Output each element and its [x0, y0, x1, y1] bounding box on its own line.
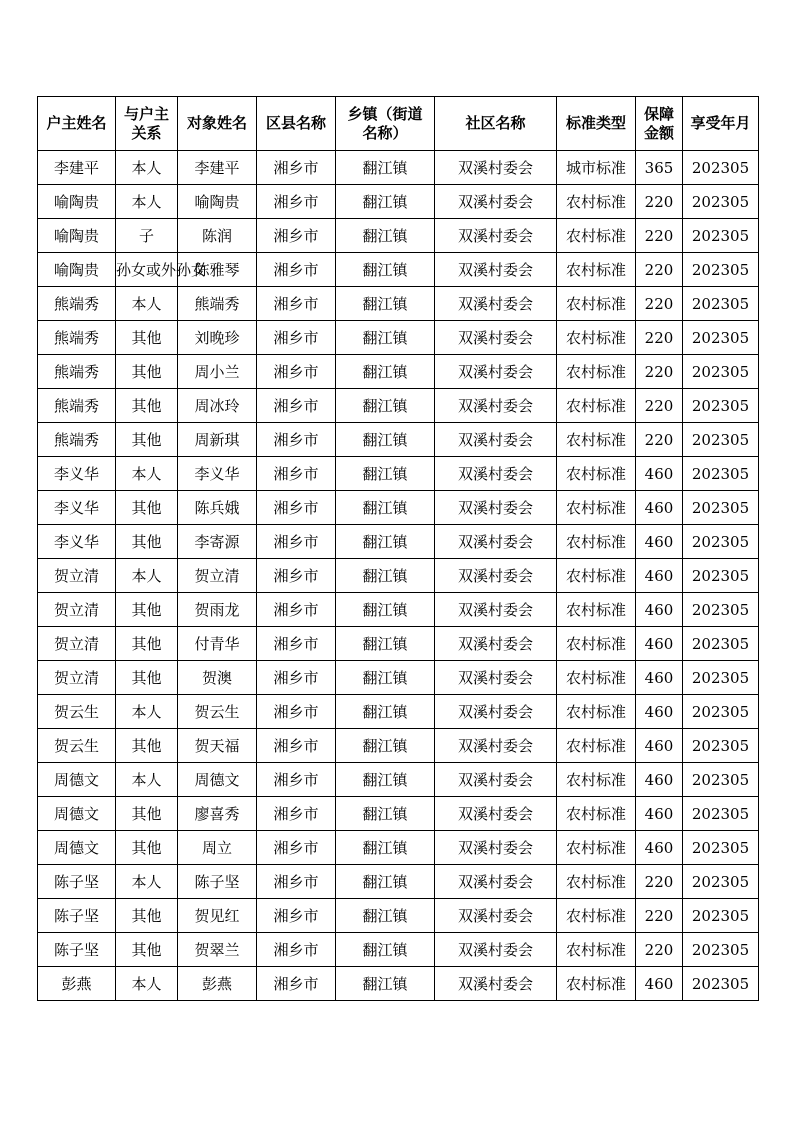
householder-name-cell: 熊端秀 [38, 389, 116, 423]
standard-type-cell: 农村标准 [557, 253, 636, 287]
householder-name-cell: 喻陶贵 [38, 185, 116, 219]
county-cell: 湘乡市 [257, 797, 336, 831]
community-cell: 双溪村委会 [435, 559, 557, 593]
community-cell: 双溪村委会 [435, 185, 557, 219]
period-cell: 202305 [683, 253, 759, 287]
amount-cell: 460 [636, 763, 683, 797]
county-cell: 湘乡市 [257, 865, 336, 899]
standard-type-cell: 农村标准 [557, 593, 636, 627]
township-cell: 翻江镇 [336, 423, 435, 457]
table-row [38, 865, 759, 899]
table-row [38, 933, 759, 967]
member-name-cell: 贺翠兰 [178, 933, 257, 967]
township-cell: 翻江镇 [336, 865, 435, 899]
standard-type-cell: 农村标准 [557, 457, 636, 491]
table-row [38, 627, 759, 661]
householder-name-cell: 贺云生 [38, 729, 116, 763]
table-row [38, 899, 759, 933]
period-cell: 202305 [683, 797, 759, 831]
period-cell: 202305 [683, 491, 759, 525]
member-name-cell: 周新琪 [178, 423, 257, 457]
header-community [435, 97, 557, 151]
header-text: 享受年月 [690, 114, 751, 132]
member-name-cell: 贺云生 [178, 695, 257, 729]
township-cell: 翻江镇 [336, 593, 435, 627]
relation-cell: 本人 [116, 695, 178, 729]
relation-cell: 孙女或外孙女 [116, 253, 178, 287]
standard-type-cell: 城市标准 [557, 151, 636, 185]
period-cell: 202305 [683, 967, 759, 1001]
relation-cell: 其他 [116, 661, 178, 695]
member-name-cell: 刘晚珍 [178, 321, 257, 355]
relation-cell: 本人 [116, 457, 178, 491]
period-cell: 202305 [683, 763, 759, 797]
county-cell: 湘乡市 [257, 559, 336, 593]
member-name-cell: 李建平 [178, 151, 257, 185]
relation-cell: 其他 [116, 525, 178, 559]
table-row [38, 287, 759, 321]
community-cell: 双溪村委会 [435, 491, 557, 525]
member-name-cell: 贺立清 [178, 559, 257, 593]
member-name-cell: 贺见红 [178, 899, 257, 933]
table-row [38, 389, 759, 423]
community-cell: 双溪村委会 [435, 831, 557, 865]
header-text: 户主姓名 [46, 114, 107, 132]
period-cell: 202305 [683, 219, 759, 253]
standard-type-cell: 农村标准 [557, 695, 636, 729]
householder-name-cell: 彭燕 [38, 967, 116, 1001]
community-cell: 双溪村委会 [435, 695, 557, 729]
header-text: 与户主 [123, 104, 169, 123]
table-row [38, 695, 759, 729]
header-township [336, 97, 435, 151]
county-cell: 湘乡市 [257, 423, 336, 457]
householder-name-cell: 熊端秀 [38, 355, 116, 389]
householder-name-cell: 贺云生 [38, 695, 116, 729]
period-cell: 202305 [683, 185, 759, 219]
header-text: 标准类型 [565, 114, 626, 132]
amount-cell: 460 [636, 831, 683, 865]
householder-name-cell: 李建平 [38, 151, 116, 185]
county-cell: 湘乡市 [257, 627, 336, 661]
standard-type-cell: 农村标准 [557, 355, 636, 389]
township-cell: 翻江镇 [336, 797, 435, 831]
standard-type-cell: 农村标准 [557, 389, 636, 423]
period-cell: 202305 [683, 865, 759, 899]
township-cell: 翻江镇 [336, 151, 435, 185]
table-row [38, 321, 759, 355]
county-cell: 湘乡市 [257, 389, 336, 423]
county-cell: 湘乡市 [257, 151, 336, 185]
member-name-cell: 付青华 [178, 627, 257, 661]
period-cell: 202305 [683, 729, 759, 763]
amount-cell: 365 [636, 151, 683, 185]
householder-name-cell: 陈子坚 [38, 865, 116, 899]
period-cell: 202305 [683, 593, 759, 627]
amount-cell: 460 [636, 627, 683, 661]
table-row [38, 967, 759, 1001]
standard-type-cell: 农村标准 [557, 865, 636, 899]
community-cell: 双溪村委会 [435, 355, 557, 389]
householder-name-cell: 喻陶贵 [38, 219, 116, 253]
table-row [38, 831, 759, 865]
householder-name-cell: 贺立清 [38, 593, 116, 627]
amount-cell: 460 [636, 797, 683, 831]
table-row [38, 797, 759, 831]
county-cell: 湘乡市 [257, 219, 336, 253]
householder-name-cell: 贺立清 [38, 559, 116, 593]
standard-type-cell: 农村标准 [557, 627, 636, 661]
table-row [38, 253, 759, 287]
header-text: 对象姓名 [186, 114, 247, 132]
period-cell: 202305 [683, 899, 759, 933]
standard-type-cell: 农村标准 [557, 729, 636, 763]
table-row [38, 763, 759, 797]
community-cell: 双溪村委会 [435, 797, 557, 831]
community-cell: 双溪村委会 [435, 661, 557, 695]
period-cell: 202305 [683, 355, 759, 389]
county-cell: 湘乡市 [257, 185, 336, 219]
table-row [38, 661, 759, 695]
township-cell: 翻江镇 [336, 933, 435, 967]
relation-cell: 本人 [116, 865, 178, 899]
township-cell: 翻江镇 [336, 219, 435, 253]
community-cell: 双溪村委会 [435, 219, 557, 253]
relation-cell: 本人 [116, 559, 178, 593]
county-cell: 湘乡市 [257, 831, 336, 865]
standard-type-cell: 农村标准 [557, 797, 636, 831]
county-cell: 湘乡市 [257, 457, 336, 491]
table-row [38, 185, 759, 219]
community-cell: 双溪村委会 [435, 423, 557, 457]
householder-name-cell: 周德文 [38, 763, 116, 797]
community-cell: 双溪村委会 [435, 729, 557, 763]
table-row [38, 151, 759, 185]
householder-name-cell: 周德文 [38, 797, 116, 831]
township-cell: 翻江镇 [336, 967, 435, 1001]
amount-cell: 220 [636, 321, 683, 355]
township-cell: 翻江镇 [336, 491, 435, 525]
community-cell: 双溪村委会 [435, 899, 557, 933]
amount-cell: 460 [636, 457, 683, 491]
header-relation [116, 97, 178, 151]
householder-name-cell: 周德文 [38, 831, 116, 865]
period-cell: 202305 [683, 423, 759, 457]
member-name-cell: 喻陶贵 [178, 185, 257, 219]
period-cell: 202305 [683, 389, 759, 423]
standard-type-cell: 农村标准 [557, 525, 636, 559]
header-text: 区县名称 [265, 114, 326, 132]
amount-cell: 460 [636, 729, 683, 763]
county-cell: 湘乡市 [257, 491, 336, 525]
standard-type-cell: 农村标准 [557, 185, 636, 219]
member-name-cell: 周冰玲 [178, 389, 257, 423]
relation-cell: 其他 [116, 593, 178, 627]
householder-name-cell: 贺立清 [38, 661, 116, 695]
period-cell: 202305 [683, 287, 759, 321]
community-cell: 双溪村委会 [435, 389, 557, 423]
relation-cell: 本人 [116, 151, 178, 185]
header-text: 保障 [643, 104, 674, 123]
member-name-cell: 贺雨龙 [178, 593, 257, 627]
county-cell: 湘乡市 [257, 287, 336, 321]
township-cell: 翻江镇 [336, 695, 435, 729]
community-cell: 双溪村委会 [435, 627, 557, 661]
householder-name-cell: 熊端秀 [38, 321, 116, 355]
township-cell: 翻江镇 [336, 253, 435, 287]
table-row [38, 457, 759, 491]
member-name-cell: 廖喜秀 [178, 797, 257, 831]
township-cell: 翻江镇 [336, 831, 435, 865]
community-cell: 双溪村委会 [435, 253, 557, 287]
period-cell: 202305 [683, 933, 759, 967]
county-cell: 湘乡市 [257, 763, 336, 797]
member-name-cell: 陈润 [178, 219, 257, 253]
header-householder-name [38, 97, 116, 151]
county-cell: 湘乡市 [257, 661, 336, 695]
county-cell: 湘乡市 [257, 729, 336, 763]
relation-cell: 本人 [116, 763, 178, 797]
period-cell: 202305 [683, 559, 759, 593]
header-text: 名称） [362, 123, 408, 142]
relation-cell: 其他 [116, 899, 178, 933]
relation-cell: 其他 [116, 321, 178, 355]
member-name-cell: 李义华 [178, 457, 257, 491]
amount-cell: 220 [636, 287, 683, 321]
relation-cell: 其他 [116, 355, 178, 389]
header-text: 社区名称 [465, 114, 526, 132]
amount-cell: 220 [636, 219, 683, 253]
member-name-cell: 贺澳 [178, 661, 257, 695]
township-cell: 翻江镇 [336, 763, 435, 797]
member-name-cell: 彭燕 [178, 967, 257, 1001]
county-cell: 湘乡市 [257, 321, 336, 355]
standard-type-cell: 农村标准 [557, 933, 636, 967]
householder-name-cell: 李义华 [38, 491, 116, 525]
header-standard-type [557, 97, 636, 151]
period-cell: 202305 [683, 831, 759, 865]
standard-type-cell: 农村标准 [557, 831, 636, 865]
relation-cell: 本人 [116, 287, 178, 321]
householder-name-cell: 熊端秀 [38, 423, 116, 457]
table-row [38, 423, 759, 457]
amount-cell: 460 [636, 525, 683, 559]
header-text: 乡镇（街道 [347, 104, 423, 123]
period-cell: 202305 [683, 457, 759, 491]
standard-type-cell: 农村标准 [557, 559, 636, 593]
table-body [38, 151, 759, 1001]
relation-cell: 其他 [116, 423, 178, 457]
householder-name-cell: 李义华 [38, 457, 116, 491]
amount-cell: 220 [636, 389, 683, 423]
table-row [38, 525, 759, 559]
relation-cell: 其他 [116, 389, 178, 423]
township-cell: 翻江镇 [336, 321, 435, 355]
township-cell: 翻江镇 [336, 389, 435, 423]
community-cell: 双溪村委会 [435, 151, 557, 185]
table-row [38, 355, 759, 389]
standard-type-cell: 农村标准 [557, 321, 636, 355]
township-cell: 翻江镇 [336, 661, 435, 695]
standard-type-cell: 农村标准 [557, 899, 636, 933]
period-cell: 202305 [683, 661, 759, 695]
township-cell: 翻江镇 [336, 627, 435, 661]
relation-cell: 其他 [116, 933, 178, 967]
standard-type-cell: 农村标准 [557, 287, 636, 321]
householder-name-cell: 贺立清 [38, 627, 116, 661]
standard-type-cell: 农村标准 [557, 423, 636, 457]
township-cell: 翻江镇 [336, 185, 435, 219]
householder-name-cell: 李义华 [38, 525, 116, 559]
period-cell: 202305 [683, 321, 759, 355]
county-cell: 湘乡市 [257, 967, 336, 1001]
relation-cell: 其他 [116, 627, 178, 661]
member-name-cell: 周德文 [178, 763, 257, 797]
amount-cell: 220 [636, 253, 683, 287]
amount-cell: 460 [636, 491, 683, 525]
community-cell: 双溪村委会 [435, 933, 557, 967]
standard-type-cell: 农村标准 [557, 491, 636, 525]
period-cell: 202305 [683, 695, 759, 729]
period-cell: 202305 [683, 151, 759, 185]
member-name-cell: 陈子坚 [178, 865, 257, 899]
table-row [38, 729, 759, 763]
amount-cell: 460 [636, 559, 683, 593]
period-cell: 202305 [683, 627, 759, 661]
relation-cell: 本人 [116, 185, 178, 219]
amount-cell: 220 [636, 355, 683, 389]
amount-cell: 220 [636, 423, 683, 457]
standard-type-cell: 农村标准 [557, 661, 636, 695]
relation-cell: 其他 [116, 729, 178, 763]
relation-cell: 其他 [116, 831, 178, 865]
standard-type-cell: 农村标准 [557, 219, 636, 253]
header-text: 金额 [643, 123, 674, 142]
member-name-cell: 李寄源 [178, 525, 257, 559]
header-amount [636, 97, 683, 151]
community-cell: 双溪村委会 [435, 967, 557, 1001]
county-cell: 湘乡市 [257, 593, 336, 627]
header-period [683, 97, 759, 151]
community-cell: 双溪村委会 [435, 321, 557, 355]
township-cell: 翻江镇 [336, 899, 435, 933]
header-text: 关系 [131, 123, 162, 142]
member-name-cell: 熊端秀 [178, 287, 257, 321]
community-cell: 双溪村委会 [435, 457, 557, 491]
community-cell: 双溪村委会 [435, 525, 557, 559]
township-cell: 翻江镇 [336, 559, 435, 593]
member-name-cell: 贺天福 [178, 729, 257, 763]
township-cell: 翻江镇 [336, 287, 435, 321]
community-cell: 双溪村委会 [435, 865, 557, 899]
member-name-cell: 周小兰 [178, 355, 257, 389]
community-cell: 双溪村委会 [435, 763, 557, 797]
community-cell: 双溪村委会 [435, 287, 557, 321]
householder-name-cell: 陈子坚 [38, 933, 116, 967]
table-row [38, 219, 759, 253]
community-cell: 双溪村委会 [435, 593, 557, 627]
county-cell: 湘乡市 [257, 355, 336, 389]
member-name-cell: 陈兵娥 [178, 491, 257, 525]
relation-cell: 子 [116, 219, 178, 253]
amount-cell: 220 [636, 899, 683, 933]
township-cell: 翻江镇 [336, 457, 435, 491]
amount-cell: 220 [636, 865, 683, 899]
allowance-table [37, 96, 759, 1001]
township-cell: 翻江镇 [336, 355, 435, 389]
table-row [38, 593, 759, 627]
amount-cell: 460 [636, 661, 683, 695]
table-row [38, 491, 759, 525]
member-name-cell: 周立 [178, 831, 257, 865]
amount-cell: 460 [636, 695, 683, 729]
table-header [38, 97, 759, 151]
householder-name-cell: 熊端秀 [38, 287, 116, 321]
header-member-name [178, 97, 257, 151]
county-cell: 湘乡市 [257, 899, 336, 933]
amount-cell: 220 [636, 933, 683, 967]
county-cell: 湘乡市 [257, 525, 336, 559]
county-cell: 湘乡市 [257, 933, 336, 967]
county-cell: 湘乡市 [257, 695, 336, 729]
amount-cell: 460 [636, 593, 683, 627]
header-county [257, 97, 336, 151]
relation-cell: 其他 [116, 797, 178, 831]
standard-type-cell: 农村标准 [557, 967, 636, 1001]
amount-cell: 460 [636, 967, 683, 1001]
table-row [38, 559, 759, 593]
township-cell: 翻江镇 [336, 525, 435, 559]
relation-cell: 其他 [116, 491, 178, 525]
period-cell: 202305 [683, 525, 759, 559]
householder-name-cell: 陈子坚 [38, 899, 116, 933]
standard-type-cell: 农村标准 [557, 763, 636, 797]
householder-name-cell: 喻陶贵 [38, 253, 116, 287]
amount-cell: 220 [636, 185, 683, 219]
header-row [38, 97, 759, 151]
member-name-cell: 陈雅琴 [178, 253, 257, 287]
county-cell: 湘乡市 [257, 253, 336, 287]
relation-cell: 本人 [116, 967, 178, 1001]
township-cell: 翻江镇 [336, 729, 435, 763]
